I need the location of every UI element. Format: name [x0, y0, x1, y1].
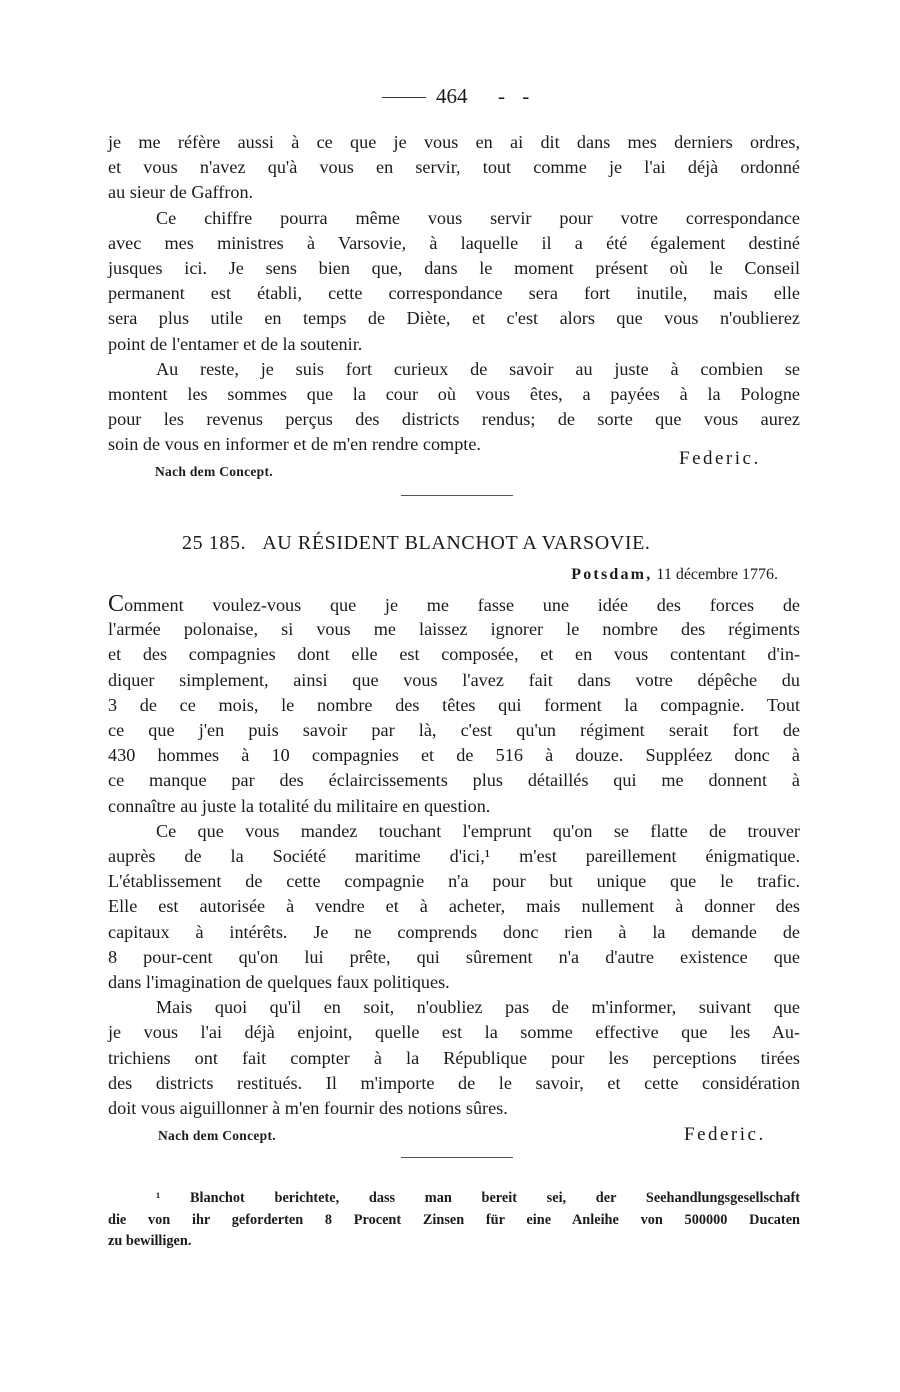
- text-line: montent les sommes que la cour où vous êtes, a payées à la Pologne: [108, 383, 800, 404]
- text-line: trichiens ont fait compter à la République pour les perceptions tirées: [108, 1047, 800, 1068]
- text-line: sera plus utile en temps de Diète, et c'est alors que vous n'oublierez: [108, 308, 800, 329]
- letter1-signature: Federic.: [679, 448, 761, 469]
- text-line: Ce chiffre pourra même vous servir pour votre correspondance: [156, 207, 800, 228]
- text-line-rest: omment voulez-vous que je me fasse une idée des forces de: [124, 595, 800, 615]
- text-line: ce que j'en puis savoir par là, c'est qu'un régiment serait fort de: [108, 719, 800, 740]
- text-line: 8 pour-cent qu'on lui prête, qui sûrement n'a d'autre existence que: [108, 946, 800, 967]
- text-line: auprès de la Société maritime d'ici,¹ m'est pareillement énigmatique.: [108, 845, 800, 866]
- letter2-source-note: Nach dem Concept.: [158, 1128, 276, 1143]
- text-line: L'établissement de cette compagnie n'a pour but unique que le trafic.: [108, 871, 800, 892]
- text-line: Au reste, je suis fort curieux de savoir au juste à combien se: [156, 358, 800, 379]
- text-line: au sieur de Gaffron.: [108, 182, 254, 203]
- letter2-paragraph-2: [108, 819, 800, 995]
- letter2-signature: Federic.: [684, 1124, 766, 1145]
- text-line: [108, 592, 800, 617]
- footnote-separator: [401, 1157, 513, 1158]
- section-separator: [401, 495, 513, 496]
- text-line: et vous n'avez qu'à vous en servir, tout comme je l'ai déjà ordonné: [108, 157, 800, 178]
- letter2-paragraph-1: [108, 592, 800, 819]
- text-line: capitaux à intérêts. Je ne comprends donc rien à la demande de: [108, 921, 800, 942]
- text-line: point de l'entamer et de la soutenir.: [108, 333, 363, 354]
- text-line: permanent est établi, cette correspondance sera fort inutile, mais elle: [108, 283, 800, 304]
- text-line: et des compagnies dont elle est composée, et en vous contentant d'in-: [108, 644, 800, 665]
- letter1-paragraph-1: [108, 130, 800, 206]
- text-line: soin de vous en informer et de m'en rendre compte.: [108, 434, 481, 455]
- letter1-paragraph-3: [108, 357, 800, 458]
- letter1-source-note: Nach dem Concept.: [155, 464, 273, 479]
- text-line: pour les revenus perçus des districts rendus; de sorte que vous aurez: [108, 409, 800, 430]
- initial-capital: C: [108, 591, 125, 617]
- text-line: connaître au juste la totalité du militaire en question.: [108, 795, 491, 816]
- letter1-paragraph-2: [108, 206, 800, 357]
- page-header: [108, 82, 800, 112]
- text-line: avec mes ministres à Varsovie, à laquelle il a été également destiné: [108, 232, 800, 253]
- text-line: ce manque par des éclaircissements plus détaillés qui me donnent à: [108, 770, 800, 791]
- text-line: dans l'imagination de quelques faux politiques.: [108, 971, 450, 992]
- text-line: l'armée polonaise, si vous me laissez ignorer le nombre des régiments: [108, 619, 800, 640]
- letter2-heading: [182, 532, 651, 555]
- letter-title: AU RÉSIDENT BLANCHOT A VARSOVIE.: [262, 532, 651, 554]
- text-line: jusques ici. Je sens bien que, dans le moment présent où le Conseil: [108, 257, 800, 278]
- letter-place: Potsdam,: [571, 566, 653, 583]
- header-dash: - -: [498, 84, 536, 108]
- footnote-line: zu bewilligen.: [108, 1233, 192, 1249]
- footnote-line: die von ihr geforderten 8 Procent Zinsen für eine Anleihe von 500000 Ducaten: [108, 1211, 800, 1228]
- text-line: diquer simplement, ainsi que vous l'avez fait dans votre dépêche du: [108, 669, 800, 690]
- letter2-dateline: [571, 566, 778, 584]
- text-line: Elle est autorisée à vendre et à acheter, mais nullement à donner des: [108, 896, 800, 917]
- text-line: 3 de ce mois, le nombre des têtes qui forment la compagnie. Tout: [108, 694, 800, 715]
- footnote: [108, 1188, 800, 1253]
- footnote-line: ¹ Blanchot berichtete, dass man bereit sei, der Seehandlungsgesellschaft: [156, 1190, 800, 1206]
- letter-date: 11 décembre 1776.: [656, 566, 778, 583]
- text-line: doit vous aiguillonner à m'en fournir des notions sûres.: [108, 1097, 508, 1118]
- text-line: je vous l'ai déjà enjoint, quelle est la somme effective que les Au-: [108, 1022, 800, 1043]
- text-line: 430 hommes à 10 compagnies et de 516 à douze. Suppléez donc à: [108, 745, 800, 766]
- text-line: je me réfère aussi à ce que je vous en ai dit dans mes derniers ordres,: [108, 132, 800, 152]
- text-line: des districts restitués. Il m'importe de le savoir, et cette considération: [108, 1072, 800, 1093]
- letter-number: 25 185.: [182, 532, 247, 554]
- text-line: Ce que vous mandez touchant l'emprunt qu'on se flatte de trouver: [156, 820, 800, 841]
- page-number: 464: [436, 84, 468, 108]
- text-line: Mais quoi qu'il en soit, n'oubliez pas de m'informer, suivant que: [156, 997, 800, 1018]
- letter2-paragraph-3: [108, 995, 800, 1121]
- header-rule: [382, 97, 426, 98]
